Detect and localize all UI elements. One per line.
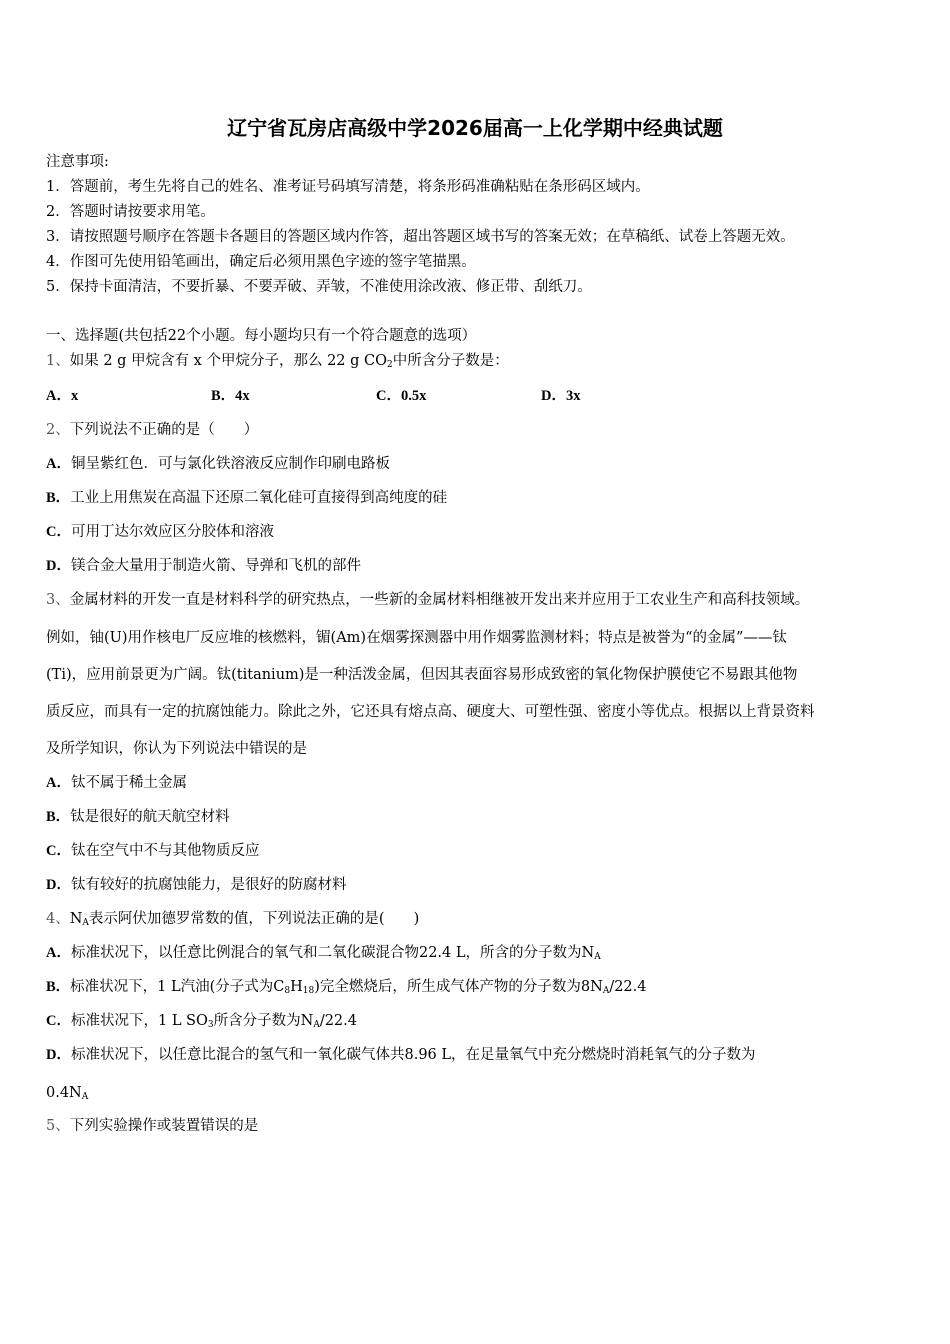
notice-item-2: 2．答题时请按要求用笔。	[46, 204, 215, 220]
question-4-stem	[46, 909, 419, 933]
option-text: 标准状况下，1 L汽油(分子式为C	[70, 979, 285, 995]
subscript: 18	[302, 986, 315, 996]
option-c	[376, 386, 541, 406]
option-label: B．	[46, 490, 71, 506]
question-2-option-c	[46, 522, 274, 542]
subscript: A	[602, 986, 610, 996]
subscript: A	[313, 1020, 320, 1030]
question-1-options	[46, 386, 706, 406]
option-text: x	[70, 388, 79, 404]
subscript: A	[81, 1092, 89, 1102]
option-label: A．	[46, 775, 71, 791]
option-label: C．	[376, 388, 401, 404]
question-4-option-b	[46, 977, 646, 1001]
option-text: H	[290, 979, 303, 995]
question-3-option-b	[46, 807, 230, 827]
option-text: 标准状况下，以任意比混合的氢气和一氧化碳气体共8.96 L，在足量氧气中充分燃烧时消耗氧气的分子数为	[70, 1047, 756, 1063]
question-3-line-4: 质反应，而具有一定的抗腐蚀能力。除此之外，它还具有熔点高、硬度大、可塑性强、密度小等优点。根据以上背景资料	[46, 704, 815, 720]
subscript: 8	[284, 986, 291, 996]
section-heading: 一、选择题(共包括22个小题。每小题均只有一个符合题意的选项）	[46, 328, 477, 344]
option-text: /22.4	[609, 979, 647, 995]
option-label: D．	[541, 388, 566, 404]
option-text: 铜呈紫红色．可与氯化铁溶液反应制作印刷电路板	[70, 456, 390, 472]
question-4-option-c	[46, 1011, 357, 1035]
stem-text: N	[69, 911, 83, 927]
option-text: 标准状况下，以任意比例混合的氧气和二氧化碳混合物22.4 L，所含的分子数为N	[70, 945, 595, 961]
question-number: 1、	[46, 353, 70, 369]
option-label: D．	[46, 877, 71, 893]
option-text: /22.4	[319, 1013, 357, 1029]
question-3-line-5: 及所学知识，你认为下列说法中错误的是	[46, 741, 307, 757]
stem-text: 下列说法不正确的是（ ）	[69, 422, 259, 438]
question-5-stem	[46, 1116, 258, 1136]
option-text: 标准状况下，1 L SO	[70, 1013, 208, 1029]
option-a	[46, 386, 211, 406]
subscript: A	[82, 918, 89, 928]
option-text: 0.4N	[46, 1085, 82, 1101]
question-2-stem	[46, 420, 258, 440]
question-2-option-b	[46, 488, 447, 508]
stem-text: 表示阿伏加德罗常数的值，下列说法正确的是( )	[88, 911, 420, 927]
notice-item-1: 1．答题前，考生先将自己的姓名、准考证号码填写清楚，将条形码准确粘贴在条形码区域内。	[46, 179, 650, 195]
subscript: 3	[207, 1020, 214, 1030]
question-number: 4、	[46, 911, 70, 927]
stem-text: 如果 2 g 甲烷含有 x 个甲烷分子，那么 22 g CO	[69, 353, 388, 369]
notice-item-3: 3．请按照题号顺序在答题卡各题目的答题区域内作答，超出答题区域书写的答案无效；在草稿纸、试卷上答题无效。	[46, 229, 795, 245]
option-text: 工业上用焦炭在高温下还原二氧化硅可直接得到高纯度的硅	[70, 490, 448, 506]
question-4-option-d	[46, 1045, 756, 1065]
option-text: 可用丁达尔效应区分胶体和溶液	[70, 524, 274, 540]
page-title: 辽宁省瓦房店高级中学2026届高一上化学期中经典试题	[227, 116, 723, 140]
option-label: D．	[46, 558, 71, 574]
subscript: A	[594, 952, 601, 962]
option-text: 所含分子数为N	[213, 1013, 314, 1029]
question-number: 2、	[46, 422, 70, 438]
option-label: B．	[46, 809, 71, 825]
question-3-line-2: 例如，铀(U)用作核电厂反应堆的核燃料，镅(Am)在烟雾探测器中用作烟雾监测材料；特点是被誉为“的金属”——钛	[46, 630, 787, 646]
subscript: 2	[387, 360, 393, 370]
option-d	[541, 386, 706, 406]
question-3-option-d	[46, 875, 346, 895]
option-text: 钛不属于稀土金属	[70, 775, 187, 791]
notice-item-5: 5．保持卡面清洁，不要折暴、不要弄破、弄皱，不准使用涂改液、修正带、刮纸刀。	[46, 279, 592, 295]
option-text: )完全燃烧后，所生成气体产物的分子数为8N	[314, 979, 603, 995]
question-3-line-1	[46, 590, 809, 610]
option-label: B．	[46, 979, 71, 995]
option-text: 4x	[235, 388, 250, 404]
option-text: 钛有较好的抗腐蚀能力，是很好的防腐材料	[70, 877, 347, 893]
option-label: C．	[46, 1013, 71, 1029]
option-text: 钛在空气中不与其他物质反应	[70, 843, 260, 859]
option-text: 钛是很好的航天航空材料	[70, 809, 230, 825]
option-text: 0.5x	[400, 388, 427, 404]
question-4-option-a	[46, 943, 601, 967]
option-label: C．	[46, 843, 71, 859]
stem-text: 下列实验操作或装置错误的是	[69, 1118, 259, 1134]
question-3-option-c	[46, 841, 259, 861]
question-2-option-d	[46, 556, 361, 576]
notice-item-4: 4．作图可先使用铅笔画出，确定后必须用黑色字迹的签字笔描黑。	[46, 254, 476, 270]
question-3-line-3: (Ti)，应用前景更为广阔。钛(titanium)是一种活泼金属，但因其表面容易形成致密的氧化物保护膜使它不易跟其他物	[46, 667, 798, 683]
option-b	[211, 386, 376, 406]
option-text: 3x	[565, 388, 581, 404]
question-number: 5、	[46, 1118, 70, 1134]
stem-text: 金属材料的开发一直是材料科学的研究热点，一些新的金属材料相继被开发出来并应用于工农业生产和高科技领域。	[69, 592, 810, 608]
question-1-stem	[46, 351, 509, 375]
stem-text: 中所含分子数是：	[392, 353, 509, 369]
option-label: A．	[46, 945, 71, 961]
option-label: A．	[46, 456, 71, 472]
option-label: C．	[46, 524, 71, 540]
question-3-option-a	[46, 773, 187, 793]
notice-heading: 注意事项:	[46, 154, 109, 170]
option-label: B．	[211, 388, 236, 404]
option-label: A．	[46, 388, 71, 404]
question-4-option-d-continued	[46, 1083, 88, 1107]
option-text: 镁合金大量用于制造火箭、导弹和飞机的部件	[70, 558, 361, 574]
question-2-option-a	[46, 454, 390, 474]
option-label: D．	[46, 1047, 71, 1063]
question-number: 3、	[46, 592, 70, 608]
